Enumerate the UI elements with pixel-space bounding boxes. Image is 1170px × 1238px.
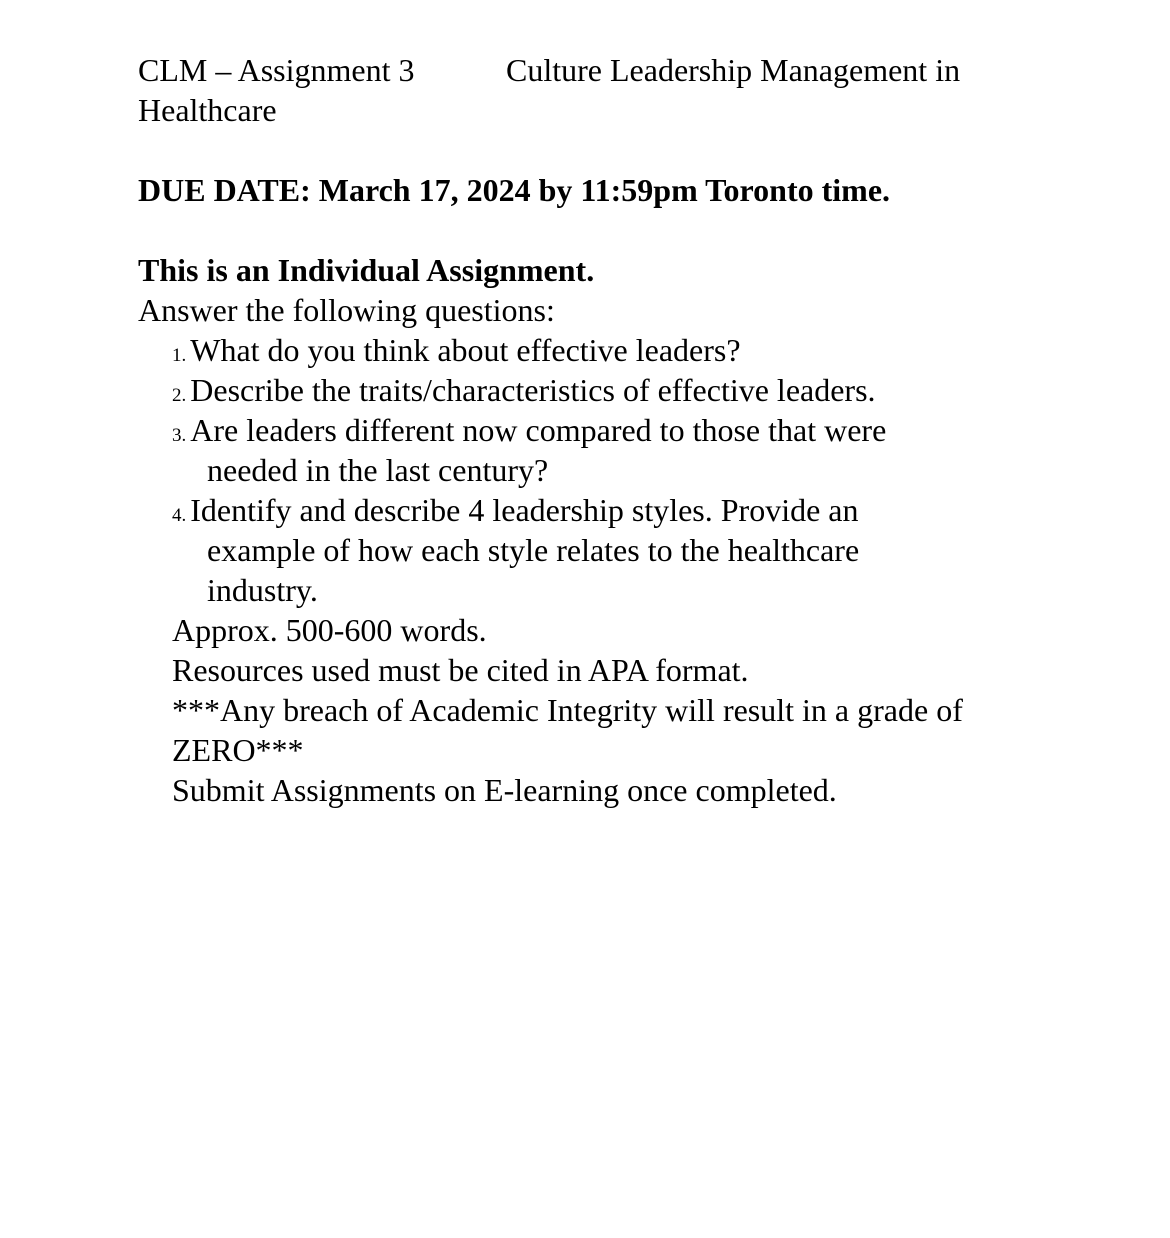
question-text: Identify and describe 4 leadership styles. Provide an [190,492,859,528]
question-number: 2. [172,385,187,406]
question-text: What do you think about effective leaders? [190,332,741,368]
word-count-note: Approx. 500-600 words. [172,612,487,648]
question-number: 3. [172,425,187,446]
course-title-continued: Healthcare [138,92,277,128]
question-4-continued: industry. [207,572,318,608]
question-number: 1. [172,345,187,366]
question-text: Are leaders different now compared to those that were [190,412,887,448]
submission-note: Submit Assignments on E-learning once completed. [172,772,837,808]
instructions-intro: Answer the following questions: [138,292,555,328]
individual-notice: This is an Individual Assignment. [138,252,595,288]
course-code: CLM – Assignment 3 [138,52,415,88]
citation-note: Resources used must be cited in APA format. [172,652,749,688]
question-3-continued: needed in the last century? [207,452,549,488]
question-text: Describe the traits/characteristics of effective leaders. [190,372,876,408]
question-4-continued: example of how each style relates to the healthcare [207,532,860,568]
integrity-warning-continued: ZERO*** [172,732,304,768]
due-date: DUE DATE: March 17, 2024 by 11:59pm Toronto time. [138,172,891,208]
integrity-warning: ***Any breach of Academic Integrity will result in a grade of [172,692,963,728]
course-title: Culture Leadership Management in [506,52,961,88]
question-number: 4. [172,505,187,526]
